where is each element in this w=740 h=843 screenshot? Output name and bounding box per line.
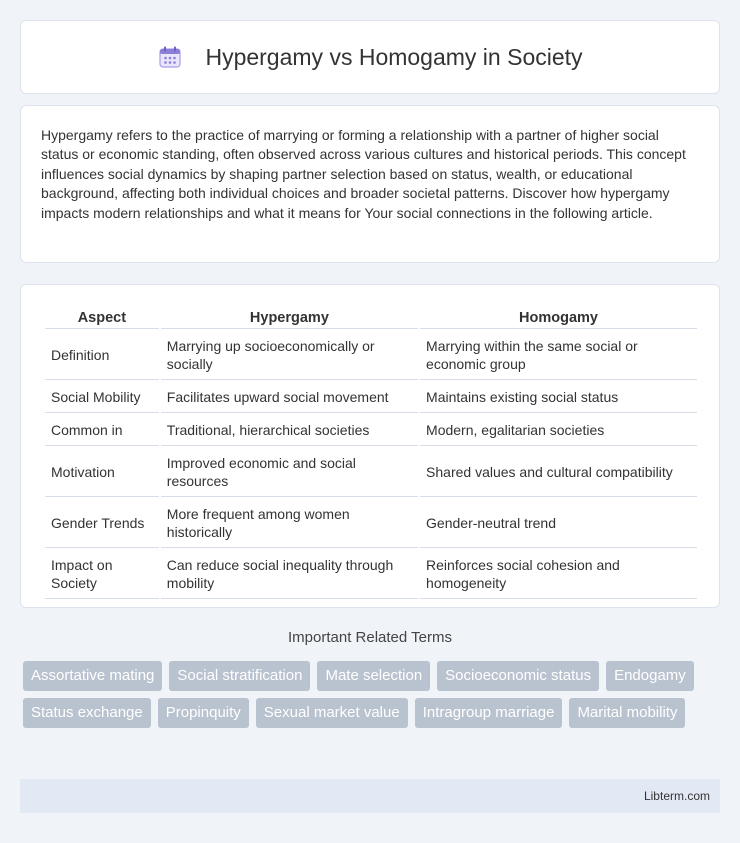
table-cell: Marrying up socioeconomically or socially [161,331,418,380]
table-cell: Impact on Society [45,550,159,599]
related-term-tag[interactable]: Social stratification [169,661,310,691]
table-cell: Improved economic and social resources [161,448,418,497]
header-aspect: Aspect [45,307,159,329]
related-terms-heading: Important Related Terms [288,629,452,646]
table-cell: Marrying within the same social or economic group [420,331,697,380]
related-term-tag[interactable]: Propinquity [158,698,249,728]
header-hypergamy: Hypergamy [161,307,418,329]
table-cell: Common in [45,415,159,446]
table-header-row [45,307,697,329]
comparison-table-card [20,284,720,608]
table-cell: Motivation [45,448,159,497]
related-term-tag[interactable]: Marital mobility [569,698,685,728]
table-cell: Shared values and cultural compatibility [420,448,697,497]
table-cell: Traditional, hierarchical societies [161,415,418,446]
related-term-tag[interactable]: Assortative mating [23,661,162,691]
table-cell: Maintains existing social status [420,382,697,413]
related-term-tag[interactable]: Mate selection [317,661,430,691]
table-cell: Social Mobility [45,382,159,413]
related-term-tag[interactable]: Endogamy [606,661,694,691]
table-cell: More frequent among women historically [161,499,418,548]
page-title: Hypergamy vs Homogamy in Society [205,43,583,70]
table-cell: Gender Trends [45,499,159,548]
table-row [45,499,697,548]
title-card [20,20,720,94]
footer-site-link[interactable]: Libterm.com [643,789,710,803]
table-cell: Definition [45,331,159,380]
table-row [45,331,697,380]
intro-card [20,105,720,263]
footer [20,779,720,813]
table-cell: Facilitates upward social movement [161,382,418,413]
header-homogamy: Homogamy [420,307,697,329]
table-cell: Modern, egalitarian societies [420,415,697,446]
table-row [45,382,697,413]
calendar-icon [157,44,183,70]
related-term-tag[interactable]: Socioeconomic status [437,661,599,691]
table-cell: Gender-neutral trend [420,499,697,548]
related-term-tag[interactable]: Intragroup marriage [415,698,563,728]
table-row [45,415,697,446]
table-cell: Reinforces social cohesion and homogeneity [420,550,697,599]
related-term-tag[interactable]: Status exchange [23,698,151,728]
table-cell: Can reduce social inequality through mobility [161,550,418,599]
comparison-table [43,305,699,601]
related-terms-list [23,661,723,735]
table-row [45,448,697,497]
related-term-tag[interactable]: Sexual market value [256,698,408,728]
intro-paragraph: Hypergamy refers to the practice of marrying or forming a relationship with a partner of higher social status or economic standing, often observed across various cultures and historical periods. This concept influences social dynamics by shaping partner selection based on status, wealth, or educational background, affecting both individual choices and broader societal patterns. Discover how hypergamy impacts modern relationships and what it means for Your social connections in the following article. [41,127,686,221]
table-row [45,550,697,599]
